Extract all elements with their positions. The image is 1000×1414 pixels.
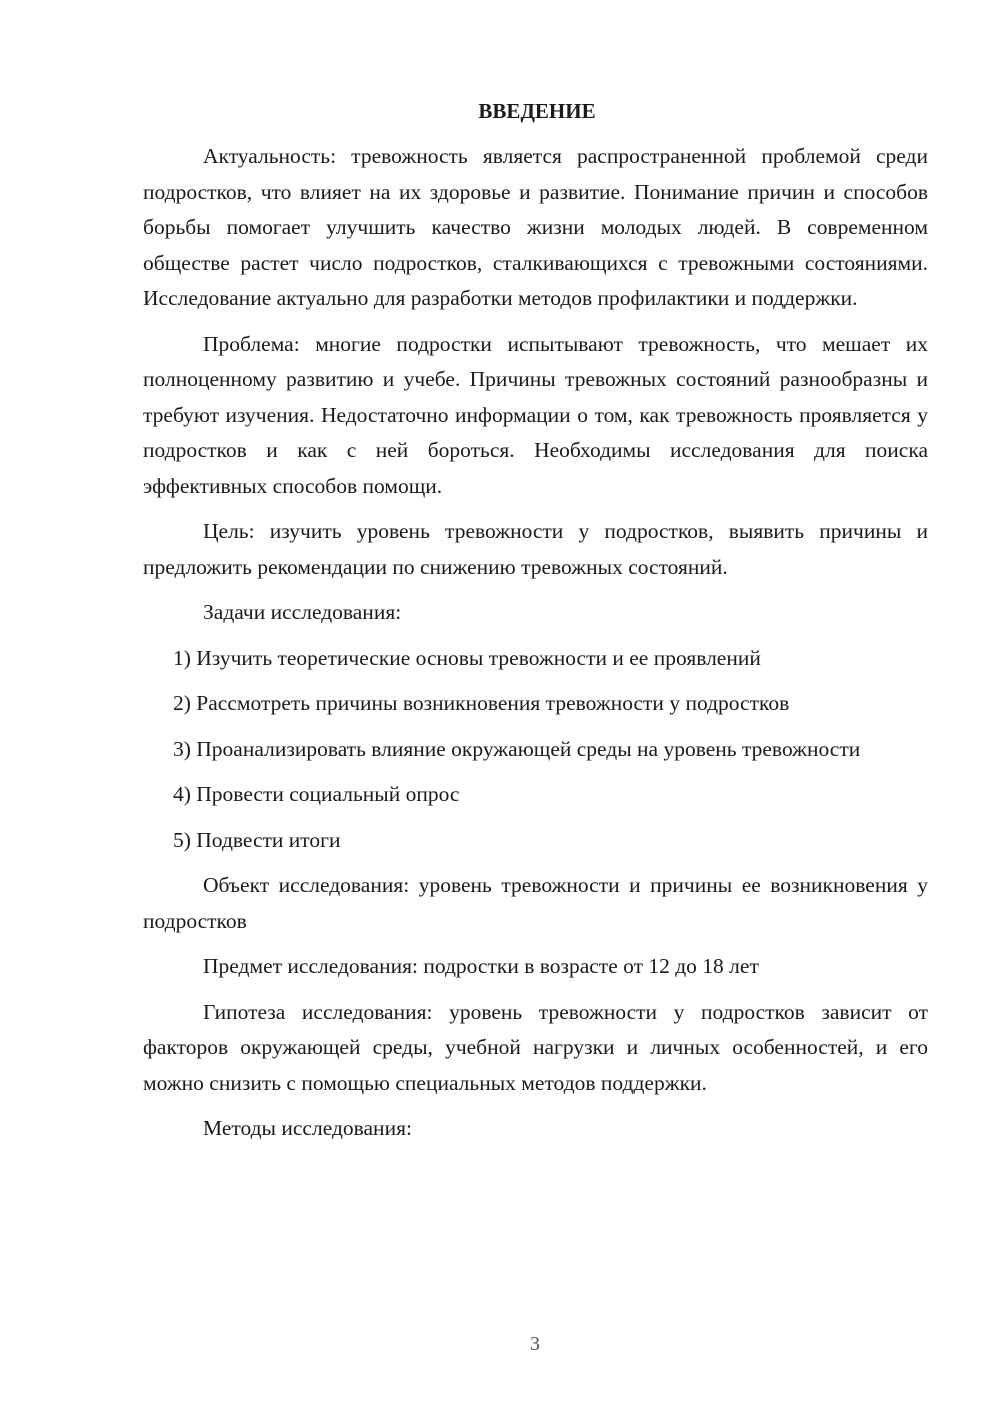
task-item: 1) Изучить теоретические основы тревожности и ее проявлений	[173, 645, 761, 670]
task-item: 3) Проанализировать влияние окружающей среды на уровень тревожности	[173, 736, 861, 761]
subject-paragraph: Предмет исследования: подростки в возрасте от 12 до 18 лет	[203, 954, 759, 978]
page-number: 3	[530, 1333, 540, 1355]
tasks-list	[143, 641, 928, 859]
task-item: 4) Провести социальный опрос	[173, 782, 460, 806]
task-item: 5) Подвести итоги	[173, 827, 341, 852]
problem-paragraph: Проблема: многие подростки испытывают тревожность, что мешает их полноценному развитию и учебе. Причины тревожных состояний разнообразны и требуют изучения. Недостаточно информации о том, как тревожность проявляется у подростков и как с ней бороться. Необходимы исследования для поиска эффективных способов помощи.	[143, 331, 928, 498]
hypothesis-paragraph: Гипотеза исследования: уровень тревожности у подростков зависит от факторов окружающей среды, учебной нагрузки и личных особенностей, и его можно снизить с помощью специальных методов поддержки.	[143, 999, 928, 1095]
task-item: 2) Рассмотреть причины возникновения тревожности у подростков	[173, 691, 790, 715]
goal-paragraph: Цель: изучить уровень тревожности у подростков, выявить причины и предложить рекомендации по снижению тревожных состояний.	[143, 519, 928, 579]
page-title: ВВЕДЕНИЕ	[478, 99, 596, 123]
page-content	[143, 94, 928, 1157]
relevance-paragraph: Актуальность: тревожность является распространенной проблемой среди подростков, что влияет на их здоровье и развитие. Понимание причин и способов борьбы помогает улучшить качество жизни молодых людей. В современном обществе растет число подростков, сталкивающихся с тревожными состояниями. Исследование актуально для разработки методов профилактики и поддержки.	[143, 144, 928, 310]
methods-heading: Методы исследования:	[203, 1116, 412, 1140]
tasks-heading: Задачи исследования:	[203, 600, 402, 624]
object-paragraph: Объект исследования: уровень тревожности и причины ее возникновения у подростков	[143, 873, 928, 933]
